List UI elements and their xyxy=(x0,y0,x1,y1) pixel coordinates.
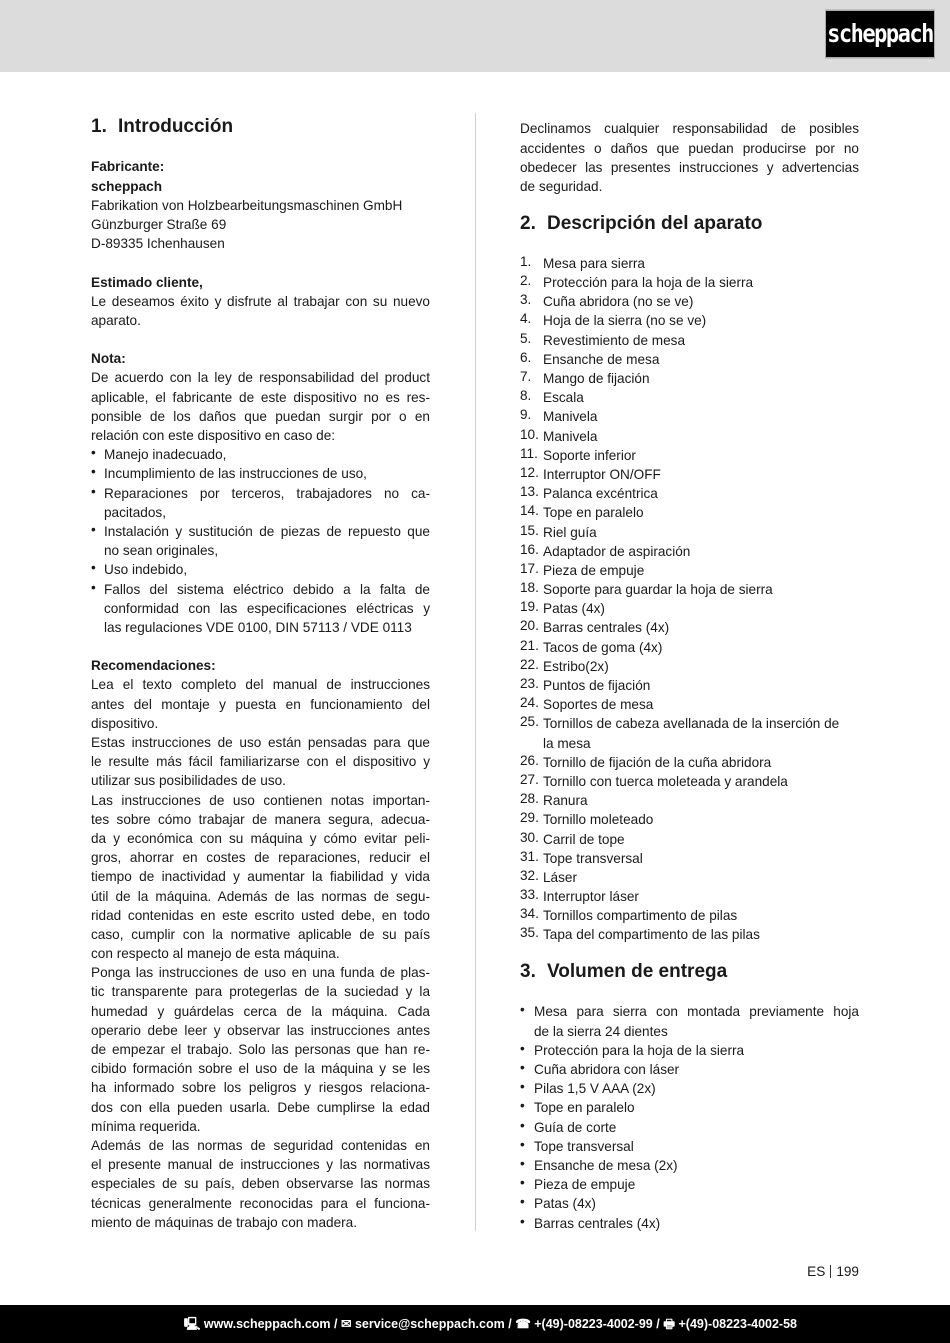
text-line: D-89335 Ichenhausen xyxy=(91,236,225,252)
list-item xyxy=(520,695,859,714)
item-number: 17. xyxy=(520,560,539,576)
list-item xyxy=(520,542,859,561)
spacer xyxy=(91,637,430,656)
bullet-icon: • xyxy=(520,1060,525,1076)
bullet-list xyxy=(91,445,430,637)
list-item xyxy=(91,464,430,483)
page-header xyxy=(0,0,950,72)
bullet-icon: • xyxy=(520,1175,525,1191)
item-text: Guía de corte xyxy=(534,1119,617,1135)
item-number: 23. xyxy=(520,676,539,692)
item-text: Interruptor ON/OFF xyxy=(543,466,661,482)
item-text: Adaptador de aspiración xyxy=(543,543,691,559)
list-item xyxy=(520,1137,859,1156)
paragraph xyxy=(520,119,859,196)
list-item xyxy=(520,1118,859,1137)
phone-number: +(49)-08223-4002-99 xyxy=(534,1317,653,1331)
text-line: caso, cumplir con la normative aplicable de su país xyxy=(91,926,430,942)
item-number: 13. xyxy=(520,484,539,500)
list-item xyxy=(520,791,859,810)
item-text: pacitados, xyxy=(104,504,166,520)
bullet-icon: • xyxy=(520,1136,525,1152)
list-item xyxy=(520,273,859,292)
text-line: ridad contenidas en este escrito usted debe, en todo xyxy=(91,907,430,923)
item-number: 29. xyxy=(520,810,539,826)
bullet-icon: • xyxy=(520,1213,525,1229)
text-line: con respecto al manejo de esta máquina. xyxy=(91,946,340,962)
item-text: Hoja de la sierra (no se ve) xyxy=(543,313,707,329)
paragraph xyxy=(91,963,430,1136)
list-item xyxy=(91,580,430,638)
bullet-icon: • xyxy=(520,1117,525,1133)
list-item xyxy=(520,311,859,330)
bold-label: Recomendaciones: xyxy=(91,658,216,674)
item-number: 31. xyxy=(520,848,539,864)
list-item xyxy=(91,484,430,522)
text-line: de seguridad. xyxy=(520,178,603,194)
list-item xyxy=(520,676,859,695)
section-number: 3. xyxy=(520,961,536,983)
item-text: Soportes de mesa xyxy=(543,697,654,713)
item-number: 4. xyxy=(520,311,532,327)
list-item xyxy=(520,331,859,350)
item-number: 5. xyxy=(520,330,532,346)
paragraph xyxy=(91,791,430,964)
list-item xyxy=(520,350,859,369)
section-heading xyxy=(91,113,430,141)
list-item xyxy=(520,830,859,849)
item-text: Ranura xyxy=(543,793,588,809)
bullet-list xyxy=(520,1002,859,1232)
page-number-value: 199 xyxy=(836,1264,859,1279)
text-line: cibido formación sobre el uso de la máquina y se les xyxy=(91,1061,430,1077)
item-text: Pieza de empuje xyxy=(543,562,645,578)
list-item xyxy=(520,925,859,944)
list-item xyxy=(520,523,859,542)
fax-icon: 🖶︎ xyxy=(663,1317,676,1331)
computer-icon: 🖳︎ xyxy=(183,1317,201,1331)
item-number: 9. xyxy=(520,407,532,423)
page-footer xyxy=(0,1305,950,1343)
list-item xyxy=(520,772,859,791)
list-item xyxy=(520,599,859,618)
website-link[interactable]: www.scheppach.com xyxy=(203,1317,331,1331)
bullet-icon: • xyxy=(91,560,96,576)
item-text: Patas (4x) xyxy=(543,601,605,617)
paragraph xyxy=(91,675,430,733)
list-item xyxy=(520,657,859,676)
bold-label: Fabricante: xyxy=(91,159,165,175)
section-number: 1. xyxy=(91,116,107,137)
item-number: 21. xyxy=(520,637,539,653)
bullet-icon: • xyxy=(520,1155,525,1171)
item-number: 12. xyxy=(520,464,539,480)
spacer xyxy=(91,253,430,272)
text-line: Le deseamos éxito y disfrute al trabajar con su nuevo xyxy=(91,293,430,309)
text-line: ha informado sobre los peligros y riesgos relaciona- xyxy=(91,1080,430,1096)
item-number: 1. xyxy=(520,253,532,269)
item-text: no sean originales, xyxy=(104,543,219,559)
item-text: Barras centrales (4x) xyxy=(534,1215,661,1231)
text-line: operario debe leer y observar las instrucciones antes xyxy=(91,1022,430,1038)
item-text: Incumplimiento de las instrucciones de uso, xyxy=(104,466,367,482)
text-line: Las instrucciones de uso contienen notas importan- xyxy=(91,792,430,808)
item-number: 14. xyxy=(520,503,539,519)
item-number: 25. xyxy=(520,714,539,730)
text-line: Ponga las instrucciones de uso en una funda de plas- xyxy=(91,965,430,981)
paragraph xyxy=(91,1136,430,1232)
list-item xyxy=(520,427,859,446)
item-text: Tornillo moleteado xyxy=(543,812,654,828)
item-text: Mesa para sierra con montada previamente hoja xyxy=(534,1004,859,1020)
item-text: Tope en paralelo xyxy=(534,1100,635,1116)
text-line: obedecer las presentes instrucciones y advertencias xyxy=(520,159,859,175)
list-item xyxy=(520,484,859,503)
item-text: Interruptor láser xyxy=(543,889,639,905)
item-text: Revestimiento de mesa xyxy=(543,332,686,348)
column-divider xyxy=(475,113,476,1231)
item-text: de la sierra 24 dientes xyxy=(534,1023,668,1039)
item-text: Uso indebido, xyxy=(104,562,188,578)
text-line: tic transparente para protegerlas de la suciedad y la xyxy=(91,984,430,1000)
list-item xyxy=(520,906,859,925)
text-line: gros, ahorrar en costes de reparaciones, reducir el xyxy=(91,850,430,866)
item-text: Puntos de fijación xyxy=(543,678,651,694)
scheppach-logo: scheppach xyxy=(825,10,935,58)
paragraph xyxy=(91,733,430,791)
bullet-icon: • xyxy=(91,445,96,461)
item-number: 32. xyxy=(520,867,539,883)
item-number: 34. xyxy=(520,906,539,922)
list-item xyxy=(520,1214,859,1233)
item-text: Soporte para guardar la hoja de sierra xyxy=(543,582,773,598)
text-line: humedad y guárdelas cerca de la máquina. Cada xyxy=(91,1003,430,1019)
left-column xyxy=(91,113,430,1232)
text-line: antes del montaje y puesta en funcionamiento del xyxy=(91,696,430,712)
list-item xyxy=(520,446,859,465)
bullet-icon: • xyxy=(91,464,96,480)
section-number: 2. xyxy=(520,212,536,234)
item-number: 24. xyxy=(520,695,539,711)
section-title: Introducción xyxy=(118,116,234,137)
item-text: Mesa para sierra xyxy=(543,255,645,271)
item-text: Manivela xyxy=(543,428,598,444)
item-text: Tornillo con tuerca moleteada y arandela xyxy=(543,773,788,789)
item-number: 27. xyxy=(520,771,539,787)
item-text: la mesa xyxy=(543,735,591,751)
list-item xyxy=(91,560,430,579)
item-text: Reparaciones por terceros, trabajadores no ca- xyxy=(104,485,430,501)
bullet-icon: • xyxy=(520,1098,525,1114)
item-text: Instalación y sustitución de piezas de repuesto que xyxy=(104,523,430,539)
bold-label: Estimado cliente, xyxy=(91,274,203,290)
text-line: utilizar sus posibilidades de uso. xyxy=(91,773,286,789)
text-line: relación con este dispositivo en caso de: xyxy=(91,428,336,444)
item-number: 30. xyxy=(520,829,539,845)
item-number: 19. xyxy=(520,599,539,615)
text-line: de empezar el trabajo. Solo las personas que han re- xyxy=(91,1042,430,1058)
text-line: tiempo de inactividad y aumentar la fiabilidad y vida xyxy=(91,869,430,885)
item-text: Manivela xyxy=(543,409,598,425)
text-line: el presente manual de instrucciones y las normativas xyxy=(91,1157,430,1173)
list-item xyxy=(520,407,859,426)
item-text: Tacos de goma (4x) xyxy=(543,639,663,655)
fax-number: +(49)-08223-4002-58 xyxy=(678,1317,797,1331)
list-item xyxy=(520,465,859,484)
item-text: Pilas 1,5 V AAA (2x) xyxy=(534,1081,656,1097)
text-line: De acuerdo con la ley de responsabilidad del product xyxy=(91,370,430,386)
item-text: Ensanche de mesa xyxy=(543,351,660,367)
list-item xyxy=(520,849,859,868)
bullet-icon: • xyxy=(520,1040,525,1056)
item-number: 15. xyxy=(520,522,539,538)
item-text: conformidad con las especificaciones eléctricas y xyxy=(104,600,430,616)
separator: / xyxy=(656,1317,660,1331)
list-item xyxy=(520,1175,859,1194)
text-line: tes sobre cómo trabajar de manera segura, adecua- xyxy=(91,811,430,827)
item-number: 8. xyxy=(520,388,532,404)
text-line: Günzburger Straße 69 xyxy=(91,216,227,232)
item-number: 26. xyxy=(520,752,539,768)
text-line: ponsible de los daños que puedan surgir por o en xyxy=(91,408,430,424)
list-item xyxy=(520,1041,859,1060)
list-item xyxy=(520,561,859,580)
list-item xyxy=(91,522,430,560)
phone-icon: ☎︎ xyxy=(515,1317,531,1331)
bullet-icon: • xyxy=(91,579,96,595)
list-item xyxy=(520,580,859,599)
item-text: Fallos del sistema eléctrico debido a la falta de xyxy=(104,581,430,597)
item-number: 22. xyxy=(520,656,539,672)
bullet-icon: • xyxy=(91,483,96,499)
list-item xyxy=(520,753,859,772)
text-line: aparato. xyxy=(91,312,141,328)
bold-label: Nota: xyxy=(91,351,126,367)
item-text: Tornillos de cabeza avellanada de la inserción de xyxy=(543,716,840,732)
language-code: ES xyxy=(807,1264,826,1279)
item-text: Patas (4x) xyxy=(534,1196,596,1212)
text-line: Fabrikation von Holzbearbeitungsmaschinen GmbH xyxy=(91,197,403,213)
list-item xyxy=(520,1079,859,1098)
item-text: Soporte inferior xyxy=(543,447,636,463)
bullet-icon: • xyxy=(91,521,96,537)
list-item xyxy=(520,388,859,407)
item-text: Tapa del compartimento de las pilas xyxy=(543,927,760,943)
item-number: 10. xyxy=(520,426,539,442)
text-line: técnicas generalmente reconocidas para el funciona- xyxy=(91,1195,430,1211)
list-item xyxy=(520,868,859,887)
list-item xyxy=(520,1098,859,1117)
text-line: Estas instrucciones de uso están pensadas para que xyxy=(91,735,430,751)
separator: / xyxy=(334,1317,338,1331)
item-text: Palanca excéntrica xyxy=(543,486,658,502)
item-text: las regulaciones VDE 0100, DIN 57113 / VDE 0113 xyxy=(104,619,412,635)
section-heading xyxy=(520,958,859,986)
section-title: Descripción del aparato xyxy=(547,212,763,234)
email-link[interactable]: service@scheppach.com xyxy=(354,1317,505,1331)
text-line: dos con ella pueden usarla. Debe cumplirse la edad xyxy=(91,1099,430,1115)
bullet-icon: • xyxy=(520,1002,525,1018)
bullet-icon: • xyxy=(520,1079,525,1095)
item-text: Tornillo de fijación de la cuña abridora xyxy=(543,754,772,770)
page-number xyxy=(807,1264,859,1279)
item-number: 20. xyxy=(520,618,539,634)
list-item xyxy=(520,1002,859,1040)
list-item xyxy=(520,714,859,752)
item-text: Protección para la hoja de la sierra xyxy=(543,275,754,291)
text-line: Declinamos cualquier responsabilidad de posibles xyxy=(520,121,859,137)
list-item xyxy=(520,369,859,388)
text-line: útil de la máquina. Además de las normas de segu- xyxy=(91,888,430,904)
list-item xyxy=(520,810,859,829)
item-number: 28. xyxy=(520,791,539,807)
list-item xyxy=(520,618,859,637)
item-number: 16. xyxy=(520,541,539,557)
text-line: mínima requerida. xyxy=(91,1118,201,1134)
item-text: Tope en paralelo xyxy=(543,505,644,521)
list-item xyxy=(520,292,859,311)
item-number: 18. xyxy=(520,580,539,596)
item-number: 33. xyxy=(520,887,539,903)
text-line: le resulte más fácil familiarizarse con el dispositivo y xyxy=(91,754,430,770)
item-text: Tope transversal xyxy=(534,1138,634,1154)
paragraph xyxy=(91,292,430,330)
spacer xyxy=(91,330,430,349)
item-text: Carril de tope xyxy=(543,831,625,847)
bold-label: scheppach xyxy=(91,178,163,194)
item-text: Protección para la hoja de la sierra xyxy=(534,1042,745,1058)
right-column xyxy=(520,119,859,1232)
text-line: especiales de su país, deben observarse las normas xyxy=(91,1176,430,1192)
text-line: dispositivo. xyxy=(91,715,159,731)
text-line: miento de máquinas de trabajo con madera. xyxy=(91,1214,357,1230)
item-text: Tornillos compartimento de pilas xyxy=(543,908,738,924)
item-text: Cuña abridora (no se ve) xyxy=(543,294,694,310)
item-text: Ensanche de mesa (2x) xyxy=(534,1157,678,1173)
item-text: Estribo(2x) xyxy=(543,658,609,674)
section-heading xyxy=(520,210,859,238)
item-number: 11. xyxy=(520,445,538,461)
text-line: da y económica con su máquina y cómo evitar peli- xyxy=(91,830,430,846)
separator: / xyxy=(508,1317,512,1331)
item-text: Tope transversal xyxy=(543,850,643,866)
item-number: 3. xyxy=(520,292,532,308)
text-line: aplicable, el fabricante de este dispositivo no es res- xyxy=(91,389,430,405)
list-item xyxy=(520,1060,859,1079)
item-text: Láser xyxy=(543,869,578,885)
item-text: Riel guía xyxy=(543,524,597,540)
item-number: 7. xyxy=(520,369,532,385)
list-item xyxy=(520,1156,859,1175)
numbered-list xyxy=(520,254,859,945)
list-item xyxy=(91,445,430,464)
separator xyxy=(830,1265,831,1278)
list-item xyxy=(520,1194,859,1213)
text-line: accidentes o daños que puedan producirse por no xyxy=(520,140,859,156)
text-line: Lea el texto completo del manual de instrucciones xyxy=(91,677,430,693)
item-number: 2. xyxy=(520,273,532,289)
paragraph xyxy=(91,368,430,445)
list-item xyxy=(520,887,859,906)
item-text: Escala xyxy=(543,390,584,406)
list-item xyxy=(520,254,859,273)
item-number: 35. xyxy=(520,925,539,941)
list-item xyxy=(520,638,859,657)
list-item xyxy=(520,503,859,522)
item-text: Pieza de empuje xyxy=(534,1177,636,1193)
item-text: Mango de fijación xyxy=(543,371,650,387)
envelope-icon: ✉︎ xyxy=(341,1317,352,1331)
item-text: Barras centrales (4x) xyxy=(543,620,670,636)
item-text: Cuña abridora con láser xyxy=(534,1062,680,1078)
text-line: Además de las normas de seguridad contenidas en xyxy=(91,1137,430,1153)
bullet-icon: • xyxy=(520,1194,525,1210)
item-number: 6. xyxy=(520,349,532,365)
section-title: Volumen de entrega xyxy=(547,961,728,983)
item-text: Manejo inadecuado, xyxy=(104,447,227,463)
